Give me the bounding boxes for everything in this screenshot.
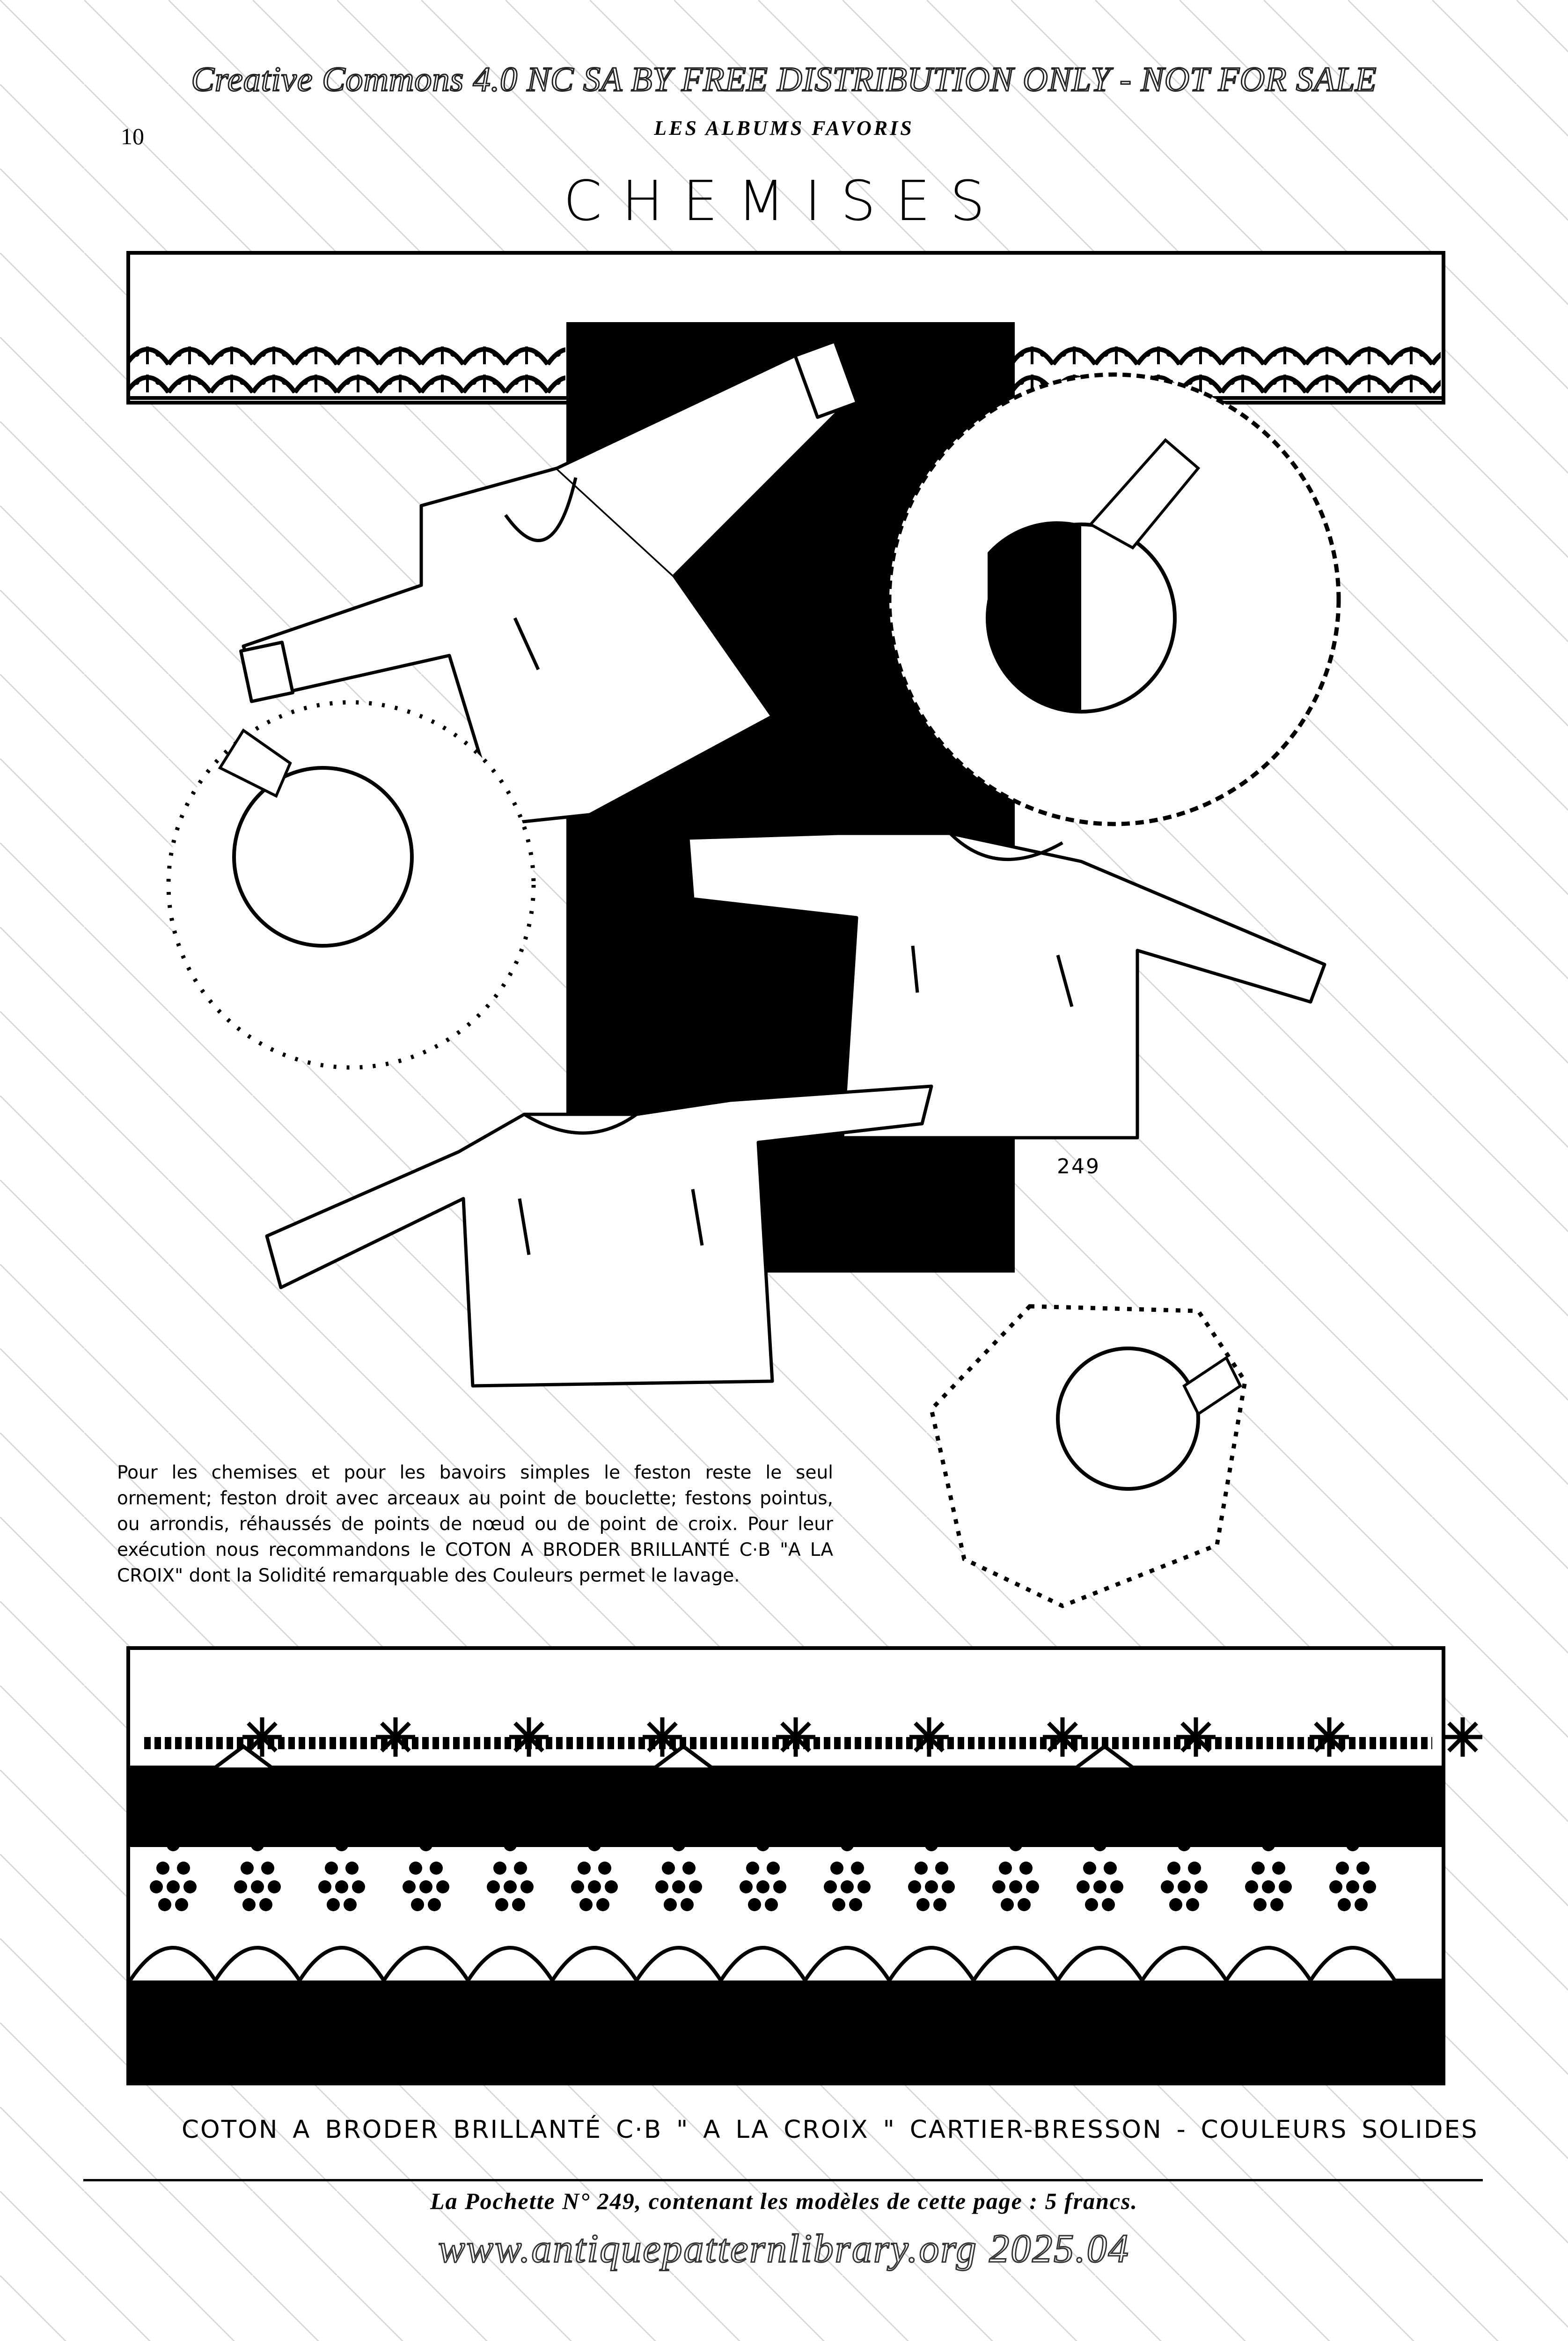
star-motif xyxy=(1176,1717,1216,1757)
cherry-motif xyxy=(1077,1838,1123,1911)
star-motif xyxy=(1443,1717,1482,1757)
cherry-motif xyxy=(150,1838,197,1911)
album-title: LES ALBUMS FAVORIS xyxy=(654,117,914,140)
cherry-motif xyxy=(740,1838,786,1911)
figure-number: 249 xyxy=(1057,1155,1100,1178)
cherry-motif xyxy=(487,1838,534,1911)
cherry-motif xyxy=(234,1838,281,1911)
star-motif xyxy=(509,1717,549,1757)
cherry-motif xyxy=(318,1838,365,1911)
page-number: 10 xyxy=(121,123,144,149)
description-text: Pour les chemises et pour les bavoirs simples le feston reste le seul ornement; feston droit avec arceaux au point de bouclette; festons pointus, ou arrondis, réhaussés de points de nœud ou de point de croix. Pour leur exécution nous recommandons le COTON A BRODER BRILLANTÉ C·B "A LA CROIX" dont la Solidité remarquable des Couleurs permet le lavage. xyxy=(117,1462,833,1586)
cherry-motif xyxy=(908,1838,955,1911)
cherry-motif xyxy=(992,1838,1039,1911)
website-watermark: www.antiquepatternlibrary.org 2025.04 xyxy=(438,2226,1130,2271)
cherry-motif xyxy=(1161,1838,1208,1911)
star-motif xyxy=(776,1717,815,1757)
page-title: CHEMISES xyxy=(563,169,1005,233)
star-motif xyxy=(242,1717,282,1757)
star-motif xyxy=(376,1717,415,1757)
cherry-motif xyxy=(1329,1838,1376,1911)
cherry-motif xyxy=(403,1838,449,1911)
cherry-motif xyxy=(824,1838,871,1911)
star-motif xyxy=(909,1717,949,1757)
cherry-motif xyxy=(1245,1838,1292,1911)
footer-price-line: La Pochette N° 249, contenant les modèles de cette page : 5 francs. xyxy=(430,2188,1138,2214)
star-motif xyxy=(1043,1717,1082,1757)
star-motif xyxy=(643,1717,682,1757)
star-motif xyxy=(1310,1717,1349,1757)
license-banner: Creative Commons 4.0 NC SA BY FREE DISTRIBUTION ONLY - NOT FOR SALE xyxy=(191,60,1377,99)
cherry-motif xyxy=(571,1838,618,1911)
cherry-motif xyxy=(655,1838,702,1911)
footer-divider xyxy=(83,2179,1483,2181)
footer-brand-line: COTON A BRODER BRILLANTÉ C·B " A LA CROIX " CARTIER-BRESSON - COULEURS SOLIDES xyxy=(182,2115,1479,2144)
